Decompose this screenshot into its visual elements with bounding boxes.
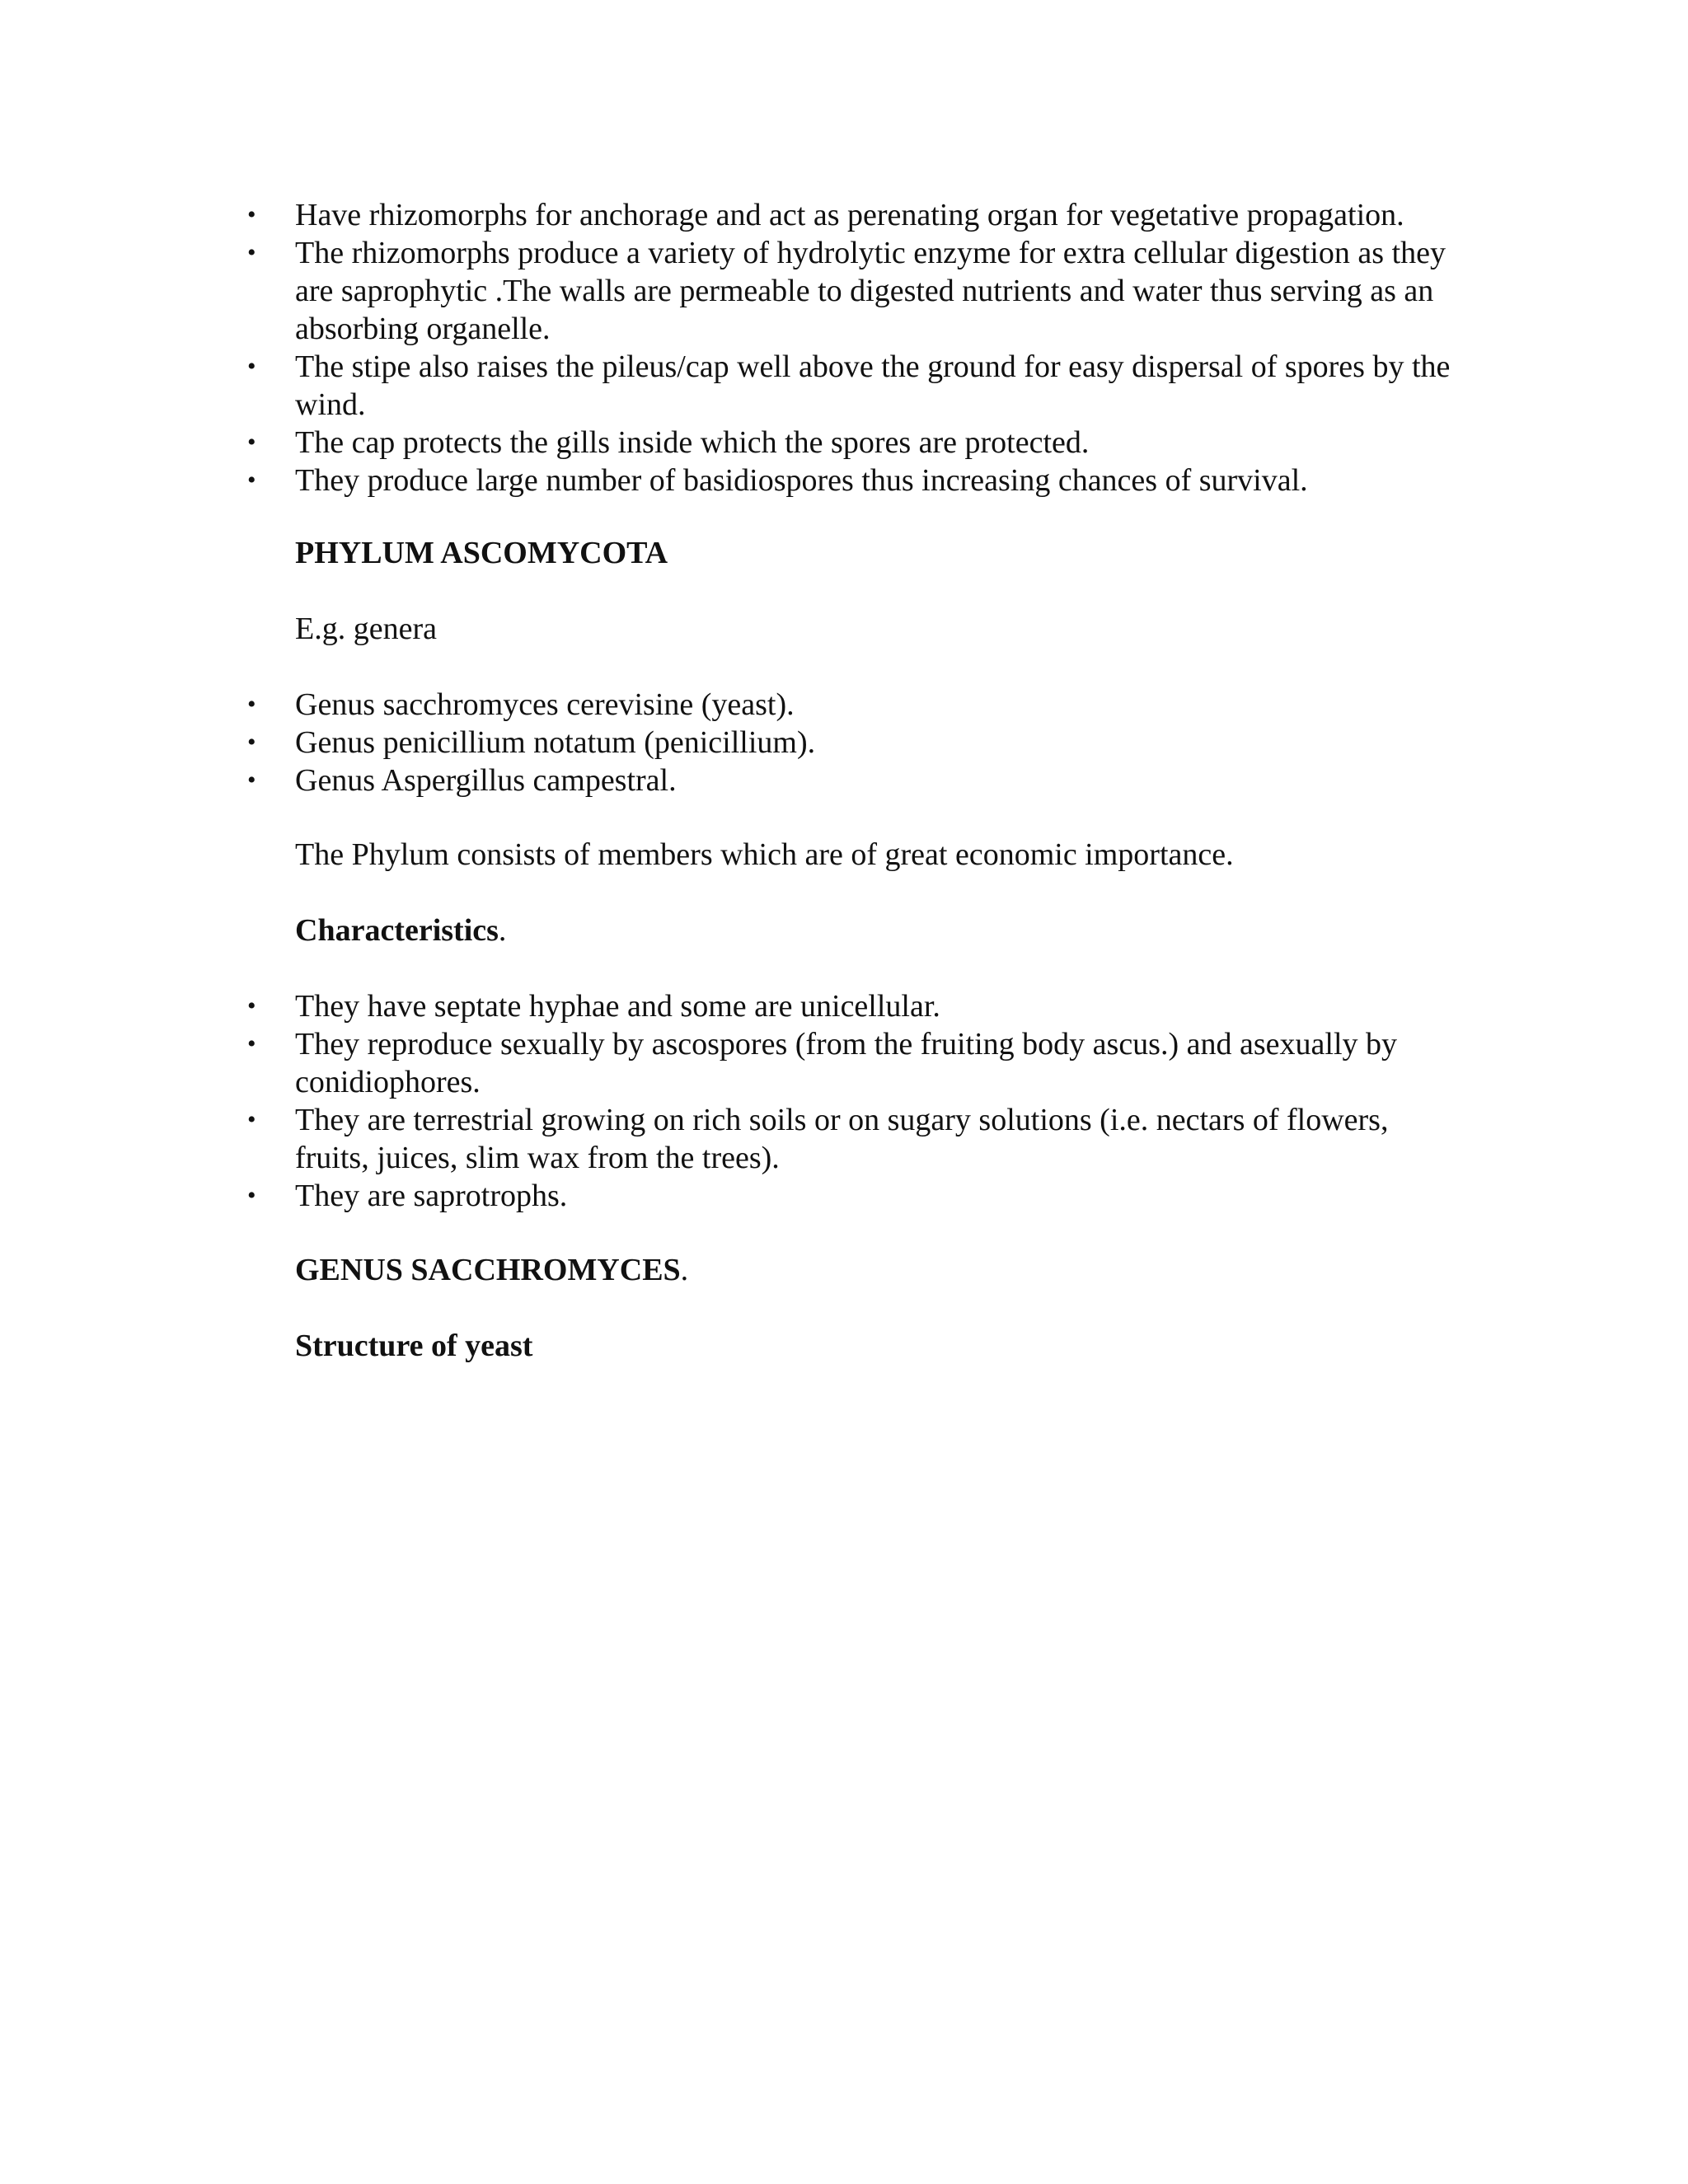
list-item-text: They produce large number of basidiospores thus increasing chances of survival. [295, 463, 1308, 498]
characteristics-heading-text: Characteristics [295, 913, 499, 948]
characteristics-list [247, 987, 1467, 1215]
list-item [247, 686, 1467, 724]
bullet-icon: • [247, 1030, 256, 1057]
list-item-text: The cap protects the gills inside which the spores are protected. [295, 425, 1090, 460]
bullet-icon: • [247, 1182, 256, 1209]
structure-heading: Structure of yeast [295, 1329, 533, 1363]
list-item-text: They are terrestrial growing on rich soils or on sugary solutions (i.e. nectars of flowers, fruits, juices, slim wax from the trees). [295, 1103, 1389, 1175]
list-item [247, 462, 1467, 499]
list-item [247, 987, 1467, 1025]
bullet-icon: • [247, 201, 256, 228]
list-item [247, 348, 1467, 424]
list-item [247, 1177, 1467, 1215]
phylum-statement: The Phylum consists of members which are of great economic importance. [295, 837, 1234, 872]
list-item [247, 1025, 1467, 1101]
genera-list [247, 686, 1467, 799]
bullet-icon: • [247, 729, 256, 756]
genus-heading [295, 1251, 1465, 1289]
list-item-text: Genus penicillium notatum (penicillium). [295, 725, 816, 760]
mushroom-features-list [247, 196, 1467, 499]
eg-genera-text: E.g. genera [295, 612, 437, 646]
phylum-heading: PHYLUM ASCOMYCOTA [295, 536, 668, 570]
characteristics-heading [295, 912, 1465, 949]
list-item [247, 196, 1467, 234]
genus-heading-suffix: . [680, 1253, 689, 1287]
bullet-icon: • [247, 429, 256, 456]
list-item-text: Genus Aspergillus campestral. [295, 763, 677, 798]
bullet-icon: • [247, 466, 256, 494]
list-item [247, 234, 1467, 348]
bullet-icon: • [247, 239, 256, 266]
list-item [247, 1101, 1467, 1177]
bullet-icon: • [247, 691, 256, 718]
bullet-icon: • [247, 353, 256, 380]
list-item-text: They reproduce sexually by ascospores (from the fruiting body ascus.) and asexually by conidiophores. [295, 1027, 1397, 1099]
list-item-text: Have rhizomorphs for anchorage and act as perenating organ for vegetative propagation. [295, 198, 1404, 232]
list-item [247, 724, 1467, 762]
list-item-text: The stipe also raises the pileus/cap well above the ground for easy dispersal of spores by the wind. [295, 349, 1451, 422]
list-item-text: The rhizomorphs produce a variety of hydrolytic enzyme for extra cellular digestion as they are saprophytic .The walls are permeable to digested nutrients and water thus serving as an absorbing organelle. [295, 236, 1446, 346]
bullet-icon: • [247, 766, 256, 794]
list-item-text: Genus sacchromyces cerevisine (yeast). [295, 687, 795, 722]
list-item [247, 424, 1467, 462]
characteristics-heading-suffix: . [498, 913, 507, 948]
list-item-text: They are saprotrophs. [295, 1179, 568, 1213]
bullet-icon: • [247, 1106, 256, 1133]
list-item-text: They have septate hyphae and some are unicellular. [295, 989, 940, 1024]
genus-heading-text: GENUS SACCHROMYCES [295, 1253, 681, 1287]
list-item [247, 762, 1467, 799]
bullet-icon: • [247, 992, 256, 1019]
